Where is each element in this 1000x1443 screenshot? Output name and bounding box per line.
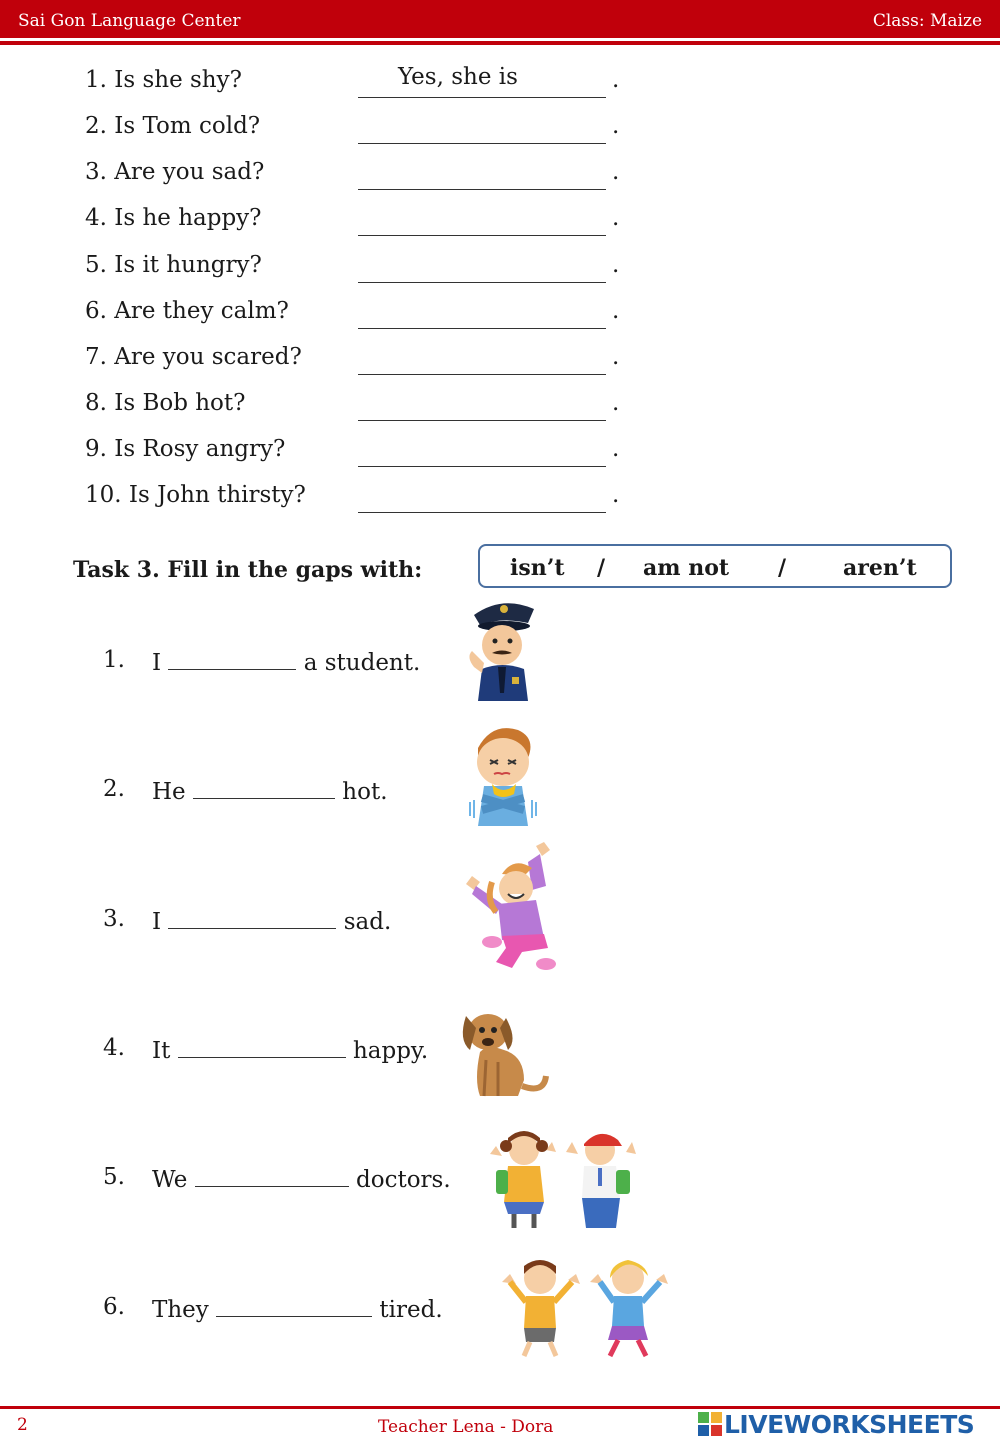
answer-field[interactable]: [358, 115, 606, 144]
header-divider: [0, 41, 1000, 45]
item-number: 1.: [103, 647, 125, 673]
sentence: [152, 776, 388, 805]
question-row: [0, 390, 1000, 430]
sentence-start: It: [152, 1038, 171, 1064]
police-officer-picture: [462, 593, 542, 703]
answer-field[interactable]: [358, 254, 606, 283]
question-row: [0, 205, 1000, 245]
word-bank: [478, 544, 952, 588]
blank-field[interactable]: [168, 647, 296, 670]
sentence: [152, 1294, 443, 1323]
question-row: [0, 252, 1000, 292]
footer-divider: [0, 1406, 1000, 1409]
period: .: [612, 298, 620, 324]
answer-field[interactable]: [358, 161, 606, 190]
sentence-end: tired.: [379, 1297, 443, 1323]
sentence: [152, 906, 391, 935]
period: .: [612, 390, 620, 416]
answer-field[interactable]: [358, 64, 606, 98]
period: .: [612, 436, 620, 462]
sentence: [152, 647, 420, 676]
teacher-name: Teacher Lena - Dora: [378, 1417, 554, 1437]
question-text: 3. Are you sad?: [85, 159, 265, 185]
period: .: [612, 344, 620, 370]
sentence-end: sad.: [343, 909, 392, 935]
blank-field[interactable]: [193, 776, 335, 799]
question-text: 5. Is it hungry?: [85, 252, 262, 278]
word-option: am not: [643, 555, 730, 581]
sentence-end: hot.: [342, 779, 388, 805]
logo-text: LIVEWORKSHEETS: [724, 1410, 975, 1439]
question-row: [0, 344, 1000, 384]
liveworksheets-logo: [698, 1410, 993, 1438]
header-bar: [0, 0, 1000, 38]
item-number: 3.: [103, 906, 125, 932]
sentence: [152, 1035, 428, 1064]
question-text: 9. Is Rosy angry?: [85, 436, 286, 462]
sentence-end: doctors.: [356, 1167, 451, 1193]
item-number: 4.: [103, 1035, 125, 1061]
answer-field[interactable]: [358, 300, 606, 329]
answer-field[interactable]: [358, 207, 606, 236]
word-option: aren’t: [843, 555, 917, 581]
sentence-start: I: [152, 650, 162, 676]
blank-field[interactable]: [216, 1294, 372, 1317]
question-row: [0, 482, 1000, 522]
period: .: [612, 252, 620, 278]
students-picture: [486, 1124, 640, 1232]
answer-field[interactable]: [358, 392, 606, 421]
item-number: 6.: [103, 1294, 125, 1320]
sentence-start: We: [152, 1167, 188, 1193]
liveworksheets-grid-icon: [698, 1412, 722, 1436]
page-number: 2: [17, 1415, 28, 1435]
question-row: [0, 64, 1000, 107]
sentence: [152, 1164, 451, 1193]
question-row: [0, 436, 1000, 476]
answer-field[interactable]: [358, 438, 606, 467]
sentence-end: a student.: [303, 650, 421, 676]
question-text: 8. Is Bob hot?: [85, 390, 246, 416]
period: .: [612, 113, 620, 139]
blank-field[interactable]: [178, 1035, 346, 1058]
cold-boy-picture: [462, 718, 544, 828]
word-separator: /: [778, 555, 787, 581]
cheering-kids-picture: [496, 1252, 672, 1360]
word-option: isn’t: [510, 555, 565, 581]
answer-value: Yes, she is: [398, 64, 518, 90]
period: .: [612, 159, 620, 185]
sentence-start: He: [152, 779, 186, 805]
answer-field[interactable]: [358, 346, 606, 375]
word-separator: /: [597, 555, 606, 581]
blank-field[interactable]: [195, 1164, 349, 1187]
period: .: [612, 482, 620, 508]
question-text: 4. Is he happy?: [85, 205, 262, 231]
question-text: 10. Is John thirsty?: [85, 482, 306, 508]
question-row: [0, 298, 1000, 338]
sentence-start: They: [152, 1297, 209, 1323]
question-text: 7. Are you scared?: [85, 344, 302, 370]
sentence-end: happy.: [352, 1038, 429, 1064]
item-number: 5.: [103, 1164, 125, 1190]
class-label: Class: Maize: [872, 11, 982, 31]
blank-field[interactable]: [168, 906, 336, 929]
question-row: [0, 159, 1000, 199]
item-number: 2.: [103, 776, 125, 802]
happy-jumping-girl-picture: [462, 840, 560, 972]
question-text: 1. Is she shy?: [85, 67, 242, 93]
question-text: 6. Are they calm?: [85, 298, 289, 324]
sentence-start: I: [152, 909, 162, 935]
question-row: [0, 113, 1000, 153]
question-text: 2. Is Tom cold?: [85, 113, 261, 139]
answer-field[interactable]: [358, 484, 606, 513]
sad-dog-picture: [458, 1000, 552, 1100]
school-name: Sai Gon Language Center: [18, 11, 241, 31]
task-title: Task 3. Fill in the gaps with:: [73, 557, 423, 583]
period: .: [612, 205, 620, 231]
period: .: [612, 67, 620, 93]
